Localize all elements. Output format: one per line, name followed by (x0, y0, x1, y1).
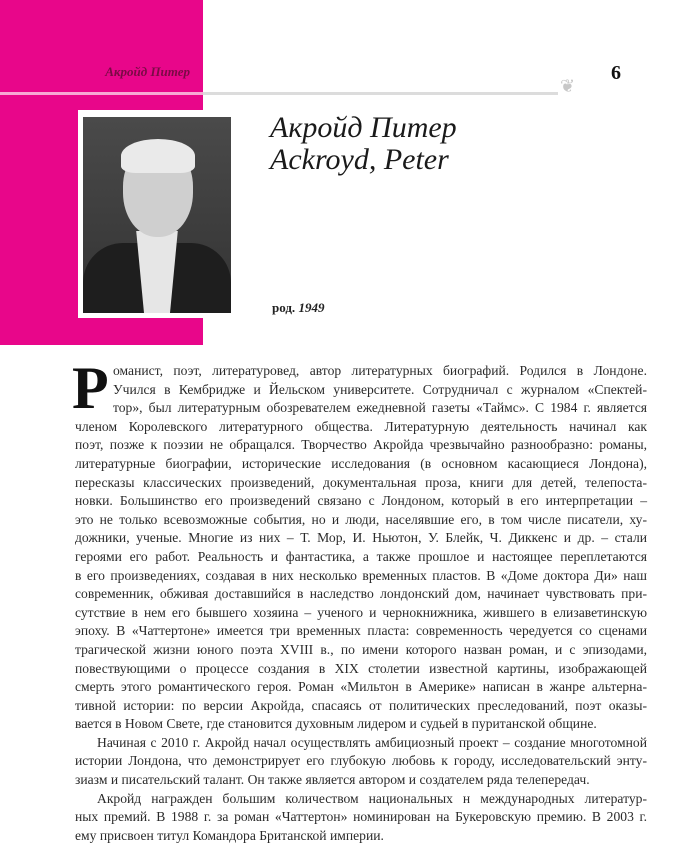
text-line: эпоху. В «Чаттертоне» имеется три временных пласта: современность чередуется со сценами (75, 623, 647, 639)
text-line: смерть этого романтического героя. Роман «Мильтон в Америке» написан в жанре альтерна- (75, 679, 647, 695)
text-line: в его произведениях, создавая в них несколько временных пластов. В «Доме доктора Ди» наш (75, 567, 647, 583)
text-line: оманист, поэт, литературовед, автор литературных биографий. Родился в Лондоне. (113, 363, 647, 378)
born-year: 1949 (298, 300, 325, 315)
author-photo (83, 117, 231, 313)
text-line: зиазм и писательский талант. Он также является автором и создателем ряда телепередач. (75, 772, 590, 788)
text-line: Учился в Кембридже и Йельском университете. Сотрудничал с журналом «Спектей- (113, 381, 647, 397)
text-line: членом Королевского литературного общества. Литературную деятельность начинал как (75, 418, 647, 434)
floral-ornament-icon: ❦ (560, 76, 576, 96)
drop-cap: Р (72, 355, 109, 421)
text-line: сутствие в нем его бывшего хозяина – ученого и чернокнижника, жившего в елизаветинскую (75, 604, 647, 620)
text-line: Акройд награжден большим количеством национальных н международных литератур- (97, 790, 647, 806)
title-russian: Акройд Питер (270, 111, 457, 144)
text-line: Начиная с 2010 г. Акройд начал осуществлять амбициозный проект – создание многотомной (97, 734, 647, 750)
text-line: трагической жизни юного поэта XVIII в., по имени которого назван роман, и с эпизодами, (75, 641, 647, 657)
text-line: литературные биографии, исторические исследования (в основном касающиеся Лондона), (75, 455, 647, 471)
text-line: пересказы классических произведений, документальная проза, книги для детей, телепоста- (75, 474, 647, 490)
text-line: поэт, позже к поэзии не обращался. Творчество Акройда чрезвычайно разнообразно: романы, (75, 437, 647, 453)
header-rule-pink (0, 92, 203, 95)
text-line: новки. Большинство его произведений связано с Лондоном, который в его интерпретации – (75, 493, 647, 509)
title-english: Ackroyd, Peter (270, 143, 449, 176)
entry-title (270, 112, 457, 176)
header-rule-gray (203, 92, 558, 95)
page-number: 6 (611, 62, 621, 84)
text-line: героями его работ. Реальность и фантастика, а также прошлое и настоящее переплетаются (75, 548, 647, 564)
text-line: это не только всевозможные события, но и люди, населявшие его, в том числе писатели, ху- (75, 511, 647, 527)
text-line: вается в Новом Свете, где становится духовным лидером и судьей в пуританской общине. (75, 716, 597, 732)
biography-text (72, 355, 647, 845)
text-line: ных премий. В 1988 г. за роман «Чаттертон» номинирован на Букеровскую премию. В 2003 г. (75, 809, 647, 825)
text-line: дожники, ученые. Многие из них – Т. Мор, И. Ньютон, У. Блейк, Ч. Диккенс и др. – стали (75, 530, 647, 546)
birth-year (272, 300, 324, 316)
running-title: Акройд Питер (105, 64, 190, 79)
text-line: повествующими о процессе создания в XIX столетии известной картины, изображающей (75, 660, 647, 676)
text-line: тивной истории: по версии Акройда, спасаясь от политических преследований, поэт оказы- (75, 697, 647, 713)
text-line: тор», был литературным обозревателем ежедневной газеты «Таймс». С 1984 г. является (113, 400, 647, 416)
born-label: род. (272, 300, 296, 315)
text-line: истории Лондона, что демонстрирует его глубокую любовь к городу, исследовательский энту- (75, 753, 647, 769)
text-line: ему присвоен титул Командора Британской империи. (75, 827, 384, 843)
text-line: современник, обживая доставшийся в наследство лондонский дом, начинает чувствовать при- (75, 586, 647, 602)
